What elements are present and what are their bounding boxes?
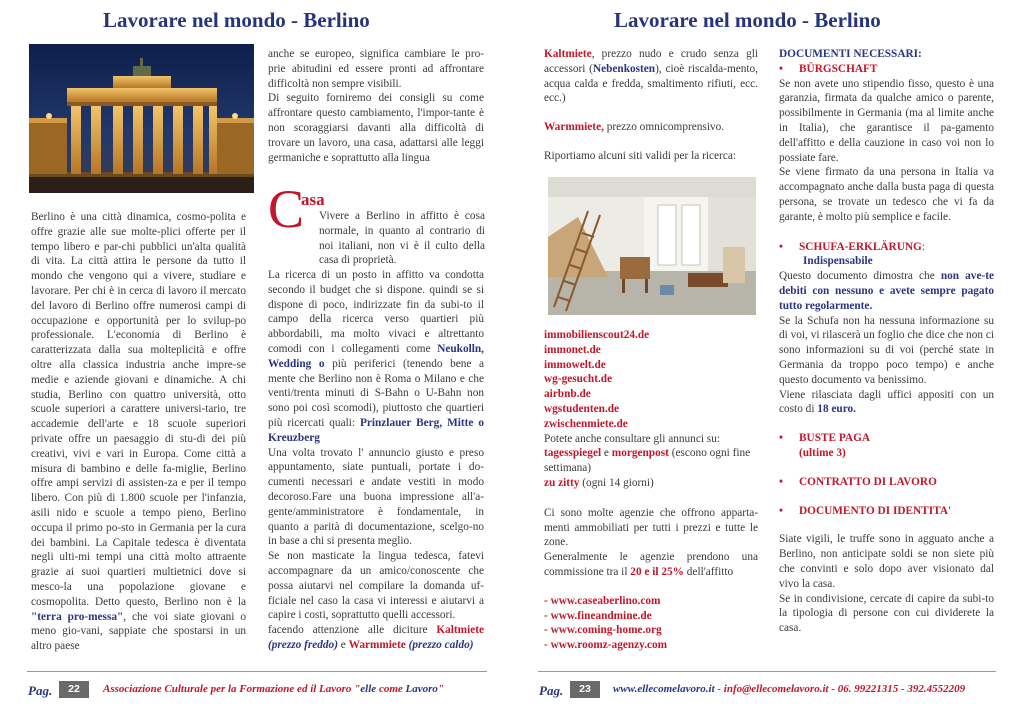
footer-right: www.ellecomelavoro.it - info@ellecomelavoro.it - 06. 99221315 - 392.4552209 <box>613 683 966 695</box>
site-link[interactable]: wg-gesucht.de <box>544 373 613 386</box>
casa-body <box>268 268 484 653</box>
footer-website[interactable]: www.ellecomelavoro.it <box>613 683 715 695</box>
terra-promessa: "terra pro-messa" <box>31 610 124 623</box>
berlin-intro-end: , che voi siate giovani o meno gio-vani, sappiate che spostarsi in un altro paese <box>31 610 246 653</box>
buergschaft-text: Se non avete uno stipendio fisso, questo è una garanzia, firmata da qualche amico o parente, possibilmente in Germania (ma al limite anche in Italia), che garantisce il pa-gamento dell'affitto e della cauzione in caso voi non lo possiate fare. Se viene firmato da una persona in Italia va accompagnato anche dalla busta paga di questa persona, se trovate un tedesco che vi fa da garante, è molto più semplice e facile. <box>779 77 994 223</box>
schufa-text: Se la Schufa non ha nessuna informazione su di voi, vi rilascerà un foglio che dice che non ci sono informazioni su di voi (perché state in Germania da troppo poco tempo) e anche questo documento va benissimo. Viene rilasciata dagli uffici appositi con un costo di <box>779 314 994 416</box>
kaltmiete-term: Kaltmiete <box>436 624 485 637</box>
berlin-intro-text: Berlino è una città dinamica, cosmo-polita e offre grazie alle sue molte-plici offerte per il tempo libero e par-chi pubblici un'alta qualità di vita. La città attira le persone da tutto il mondo che vengono qui a vivere, studiare e lavorare. Per chi è in cerca di lavoro il mercato del lavoro di Berlino offre numerosi campi di occupazione e opportunità per lo svilup-po professionale. L'economia di Berlino è caratterizzata dalla sua molteplicità e offre oltre alla classica industria anche impre-se medie e aziende giovani e dinamiche. A chi studia, Berlino con quattro università, otto scuole superiori a carattere universi-tario, tre accademie dell'arte e 18 scuole superiori private offre un paesaggio di stu-di dei più creativi, vivi e vari in Europa. Come città a misura di bambino e delle fa-miglie, Berlino offre ampi servizi di assisten-za e per il tempo libero. Con più di 1.800 scuole per l'infanzia, asili nido e scuole a tempo pieno, Berlino occupa il primo po-sto in Germania per la cura dei bambini. La Capitale tedesca è diventata negli ulti-mi tempi una città molto attraente grazie ai suoi quartieri multietnici dove si mesco-la una popolazione giovane e cosmopolita. Detto questo, Berlino non è la <box>31 211 246 608</box>
prinzlauer-berg: Prinzlauer Berg, Mitte o Kreuzberg <box>268 416 484 444</box>
page-title-right: Lavorare nel mondo - Berlino <box>614 8 881 32</box>
apartment-photo <box>548 177 756 315</box>
morgenpost: morgenpost <box>611 447 669 460</box>
site-link[interactable]: wgstudenten.de <box>544 402 620 415</box>
closing-text: Siate vigili, le truffe sono in agguato anche a Berlino, non anticipate soldi se non siete più che convinti e solo dopo aver visionato dal vivo la casa. Se in condivisione, cercate di capire da subi-to la tipologia di persone con cui dividerete la casa. <box>779 533 994 635</box>
ultime-3: (ultime 3) <box>799 446 846 459</box>
footer-divider-left <box>27 671 487 672</box>
brandenburg-gate-photo <box>29 44 254 193</box>
prezzo-caldo: (prezzo caldo) <box>408 638 474 651</box>
buste-paga: BUSTE PAGA <box>799 432 871 445</box>
docs-title: DOCUMENTI NECESSARI: <box>779 48 922 60</box>
prezzo-freddo: (prezzo freddo) <box>268 638 338 651</box>
casa-p1b: più periferici (tenendo bene a mente che Berlino non è Roma o Milano e che venti/trenta minuti di S-Bahn o U-Bahn non sono poi così scomodi), piuttosto che quartieri più ricercati quali: <box>268 357 485 429</box>
casa-drop-cap: C <box>268 179 305 239</box>
agency-link[interactable]: - www.roomz-agenzy.com <box>544 639 668 652</box>
contratto: CONTRATTO DI LAVORO <box>799 475 937 488</box>
site-link[interactable]: zwischenmiete.de <box>544 417 628 430</box>
page-title-left: Lavorare nel mondo - Berlino <box>103 8 370 32</box>
commission-percent: 20 e il 25% <box>630 565 684 578</box>
cost: 18 euro. <box>817 403 856 416</box>
sites-list: immobilienscout24.de immonet.de immowelt.de wg-gesucht.de airbnb.de wgstudenten.de zwischenmiete.de Potete anche consultare gli annunci su: tagesspiegel e morgenpost (escono ogni fine settimana) zu zitty (ogni 14 giorni) Ci sono molte agenzie che offrono apparta-menti ammobiliati per tutti i prezzi e tutte le zone. Generalmente le agenzie prendono una commissione tra il 20 e il 25% dell'affitto - www.caseaberlino.com - www.fineandmine.de - www.coming-home.org - www.roomz-agenzy.com <box>544 329 758 652</box>
page-number-left: 22 <box>59 681 89 698</box>
casa-heading: asa <box>301 190 325 209</box>
agencies-text: Ci sono molte agenzie che offrono apparta-menti ammobiliati per tutti i prezzi e tutte le zone. Generalmente le agenzie prendono una commissione tra il <box>544 506 758 578</box>
right-column-1-top: Kaltmiete, prezzo nudo e crudo senza gli accessori (Nebenkosten), cioè riscalda-mento, acqua calda e fredda, smaltimento rifiuti, ecc. ecc.) Warmmiete, prezzo omnicomprensivo. Riportiamo alcuni siti validi per la ricerca: <box>544 48 759 162</box>
schufa-bold: non ave-te debiti con nessuno e avete sempre pagato tutto regolarmente. <box>779 270 994 312</box>
site-link[interactable]: immonet.de <box>544 343 601 356</box>
left-column-2-top: anche se europeo, significa cambiare le pro-prie abitudini ed essere pronti ad affrontare difficoltà non sempre visibili. Di seguito forniremo dei consigli su come affrontare questo cambiamento, l'impor-tante è non scoraggiarsi davanti alla difficoltà di trovare un lavoro, una casa, adattarsi alle leggi germaniche e soprattutto alla lingua <box>268 48 484 164</box>
sites-intro: Riportiamo alcuni siti validi per la ricerca: <box>544 149 736 162</box>
buergschaft: BÜRGSCHAFT <box>799 62 878 75</box>
casa-and: e <box>337 638 349 651</box>
left-column-1 <box>31 210 246 654</box>
warmmiete-def: Warmmiete, <box>544 121 604 134</box>
warmmiete-term: Warmmiete <box>348 638 406 651</box>
page-number-right: 23 <box>570 681 600 698</box>
site-link[interactable]: airbnb.de <box>544 388 591 401</box>
zu-zitty: zu zitty <box>544 476 580 489</box>
right-column-2: DOCUMENTI NECESSARI: • BÜRGSCHAFT Se non avete uno stipendio fisso, questo è una garanzia, firmata da qualche amico o parente, possibilmente in Germania (ma al limite anche in Italia), che garantisce il pa-gamento dell'affitto e della cauzione in caso voi non lo possiate fare. Se viene firmato da una persona in Italia va accompagnato anche dalla busta paga di questa persona, se trovate un tedesco che vi fa da garante, è molto più semplice e facile. • SCHUFA-ERKLÄRUNG: Indispensabile Questo documento dimostra che non ave-te debiti con nessuno e avete sempre pagato tutto regolarmente. Se la Schufa non ha nessuna informazione su di voi, vi rilascerà un foglio che dice che non ci sono informazioni su di voi (perché state in Germania da troppo poco tempo) e anche questo documento va benissimo. Viene rilasciata dagli uffici appositi con un costo di 18 euro. • BUSTE PAGA (ultime 3) • CONTRATTO DI LAVORO • DOCUMENTO DI IDENTITA' Siate vigili, le truffe sono in agguato anche a Berlino, non anticipate soldi se non siete più che convinti e solo dopo aver visionato dal vivo la casa. Se in condivisione, cercate di capire da subi-to la tipologia di persone con cui dividerete la casa. <box>779 48 994 635</box>
page-label-right: Pag. <box>539 683 564 698</box>
nebenkosten: Nebenkosten <box>592 62 656 75</box>
site-link[interactable]: immobilienscout24.de <box>544 329 650 341</box>
footer-divider-right <box>538 671 996 672</box>
agency-link[interactable]: - www.coming-home.org <box>544 624 662 637</box>
casa-p2: Una volta trovato l' annuncio giusto e preso appuntamento, siate puntuali, portate i do-cumenti necessari e andate vestiti in modo decoroso.Fare una buona impressione all'a-gente/amministratore è fondamentale, in quanto a parità di documentazione, scelgo-no in base a chi si presenta meglio. Se non masticate la lingua tedesca, fatevi accompagnare da un amico/conoscente che possa aiutarvi nel compilare la domanda uf-ficiale nel caso la casa vi interessi e aiutarvi a capire i costi, soprattutto quelli accessori. facendo attenzione alle diciture <box>268 446 484 637</box>
ads-intro: Potete anche consultare gli annunci su: <box>544 432 720 445</box>
agency-link[interactable]: - www.caseaberlino.com <box>544 594 661 607</box>
casa-p1a: La ricerca di un posto in affitto va condotta secondo il budget che si dispone. quindi se si dispone di poco, indirizzate fin da subi-to il campo della ricerca verso quartieri più abbordabili, ma molto vivaci e altrettanto comodi con i collegamenti come <box>268 269 484 355</box>
tagesspiegel: tagesspiegel <box>544 447 602 460</box>
schufa: SCHUFA-ERKLÄRUNG <box>799 240 922 253</box>
documento-identita: DOCUMENTO DI IDENTITA' <box>799 504 952 517</box>
neukolln-wedding: Neukolln, Wedding o <box>268 342 484 370</box>
indispensabile: Indispensabile <box>803 255 873 268</box>
page-label-left: Pag. <box>28 683 53 698</box>
footer-left: Associazione Culturale per la Formazione ed il Lavoro "elle come Lavoro" <box>103 683 445 695</box>
casa-intro: Vivere a Berlino in affitto è cosa normale, in quanto al contrario di noi italiani, non vi è il culto della casa di proprietà. <box>319 210 485 267</box>
agency-link[interactable]: - www.fineandmine.de <box>544 609 652 622</box>
site-link[interactable]: immowelt.de <box>544 358 606 371</box>
kaltmiete-def: Kaltmiete <box>544 48 592 60</box>
